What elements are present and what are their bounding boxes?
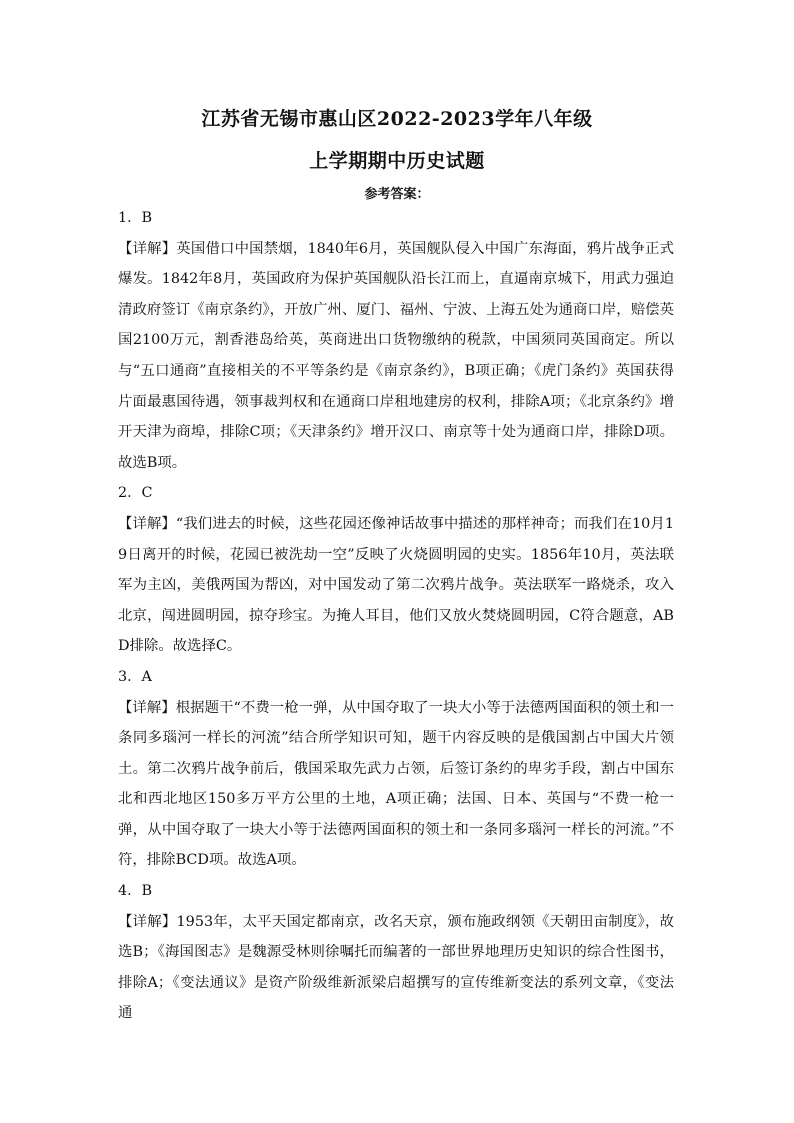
detail-text: 1953年，太平天国定都南京，改名天京，颁布施政纲领《天朝田亩制度》，故选B；《海国图志》是魏源受林则徐嘱托而编著的一部世界地理历史知识的综合性图书，排除A；《变法通议》是资产阶级维新派梁启超撰写的宣传维新变法的系列文章，《变法通 (118, 913, 674, 1022)
question-detail-2 (118, 509, 674, 662)
question-number-2: 2．C (118, 485, 153, 502)
answer-key-heading: 参考答案： (364, 187, 430, 202)
question-detail-3 (118, 693, 674, 877)
answer-list (118, 203, 674, 1029)
question-number-3: 3．A (118, 668, 152, 685)
detail-text: 英国借口中国禁烟，1840年6月，英国舰队侵入中国广东海面，鸦片战争正式爆发。1842年8月，英国政府为保护英国舰队沿长江而上，直逼南京城下，用武力强迫清政府签订《南京条约》，开放广州、厦门、福州、宁波、上海五处为通商口岸，赔偿英国2100万元，割香港岛给英，英商进出口货物缴纳的税款，中国须同英国商定。所以与“五口通商”直接相关的不平等条约是《南京条约》，B项正确；《虎门条约》英国获得片面最惠国待遇，领事裁判权和在通商口岸租地建房的权利，排除A项；《北京条约》增开天津为商埠，排除C项；《天津条约》增开汉口、南京等十处为通商口岸，排除D项。故选B项。 (118, 240, 674, 471)
document-title-line1: 江苏省无锡市惠山区2022-2023学年八年级 (201, 108, 593, 130)
question-detail-1 (118, 234, 674, 479)
document-title-line2: 上学期期中历史试题 (309, 150, 485, 172)
detail-text: “我们进去的时候，这些花园还像神话故事中描述的那样神奇；而我们在10月19日离开的时候，花园已被洗劫一空”反映了火烧圆明园的史实。1856年10月，英法联军为主凶，美俄两国为帮凶，对中国发动了第二次鸦片战争。英法联军一路烧杀，攻入北京，闯进圆明园，掠夺珍宝。为掩人耳目，他们又放火焚烧圆明园，C符合题意，ABD排除。故选择C。 (118, 515, 674, 655)
detail-tag: 【详解】 (118, 515, 176, 532)
question-number-1: 1．B (118, 210, 153, 226)
detail-tag: 【详解】 (118, 913, 177, 930)
question-number-4: 4．B (118, 883, 153, 900)
detail-text: 根据题干“不费一枪一弹，从中国夺取了一块大小等于法德两国面积的领土和一条同多瑙河一样长的河流”结合所学知识可知，题干内容反映的是俄国割占中国大片领土。第二次鸦片战争前后，俄国采取先武力占领，后签订条约的卑劣手段，割占中国东北和西北地区150多万平方公里的土地，A项正确；法国、日本、英国与“不费一枪一弹，从中国夺取了一块大小等于法德两国面积的领土和一条同多瑙河一样长的河流。”不符，排除BCD项。故选A项。 (118, 699, 674, 869)
question-detail-4 (118, 907, 674, 1029)
detail-tag: 【详解】 (118, 699, 176, 716)
detail-tag: 【详解】 (118, 240, 177, 257)
